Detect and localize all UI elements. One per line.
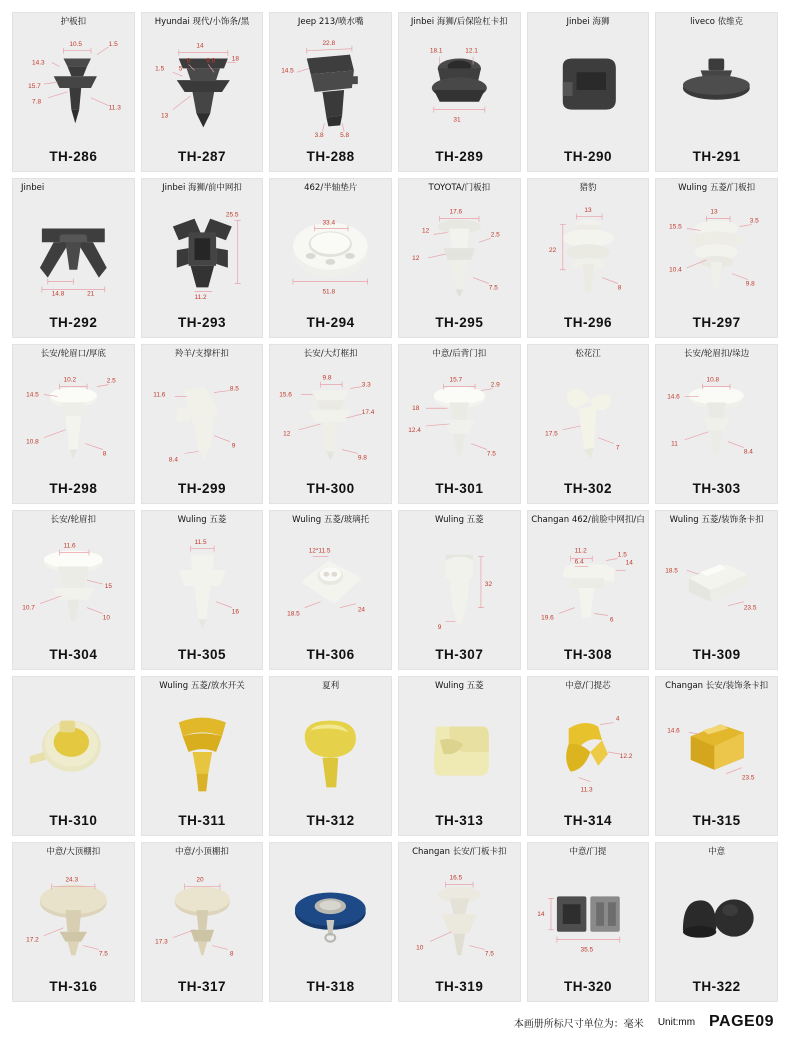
part-title: 长安/轮眉扣 <box>50 515 97 525</box>
svg-text:18.5: 18.5 <box>665 567 679 575</box>
svg-text:12: 12 <box>412 254 420 262</box>
svg-text:1.5: 1.5 <box>108 40 118 48</box>
svg-text:14: 14 <box>625 559 633 567</box>
part-code: TH-303 <box>692 481 741 496</box>
part-cell[interactable] <box>527 676 650 836</box>
part-code: TH-292 <box>49 315 98 330</box>
svg-text:7.8: 7.8 <box>32 98 42 106</box>
part-code: TH-307 <box>435 647 484 662</box>
svg-text:33.4: 33.4 <box>322 219 336 227</box>
svg-text:8: 8 <box>102 450 107 458</box>
svg-text:23.5: 23.5 <box>742 774 755 782</box>
part-cell[interactable] <box>655 842 778 1002</box>
part-cell[interactable] <box>269 510 392 670</box>
part-title: Jinbei <box>21 183 45 193</box>
svg-text:14.6: 14.6 <box>667 727 681 735</box>
svg-text:17.2: 17.2 <box>26 936 39 944</box>
svg-text:18: 18 <box>412 405 420 413</box>
svg-text:14.5: 14.5 <box>281 67 295 75</box>
svg-text:10.8: 10.8 <box>26 438 39 446</box>
part-illustration <box>656 199 777 311</box>
part-code: TH-287 <box>177 149 226 164</box>
svg-text:10.4: 10.4 <box>669 266 683 274</box>
svg-text:2.5: 2.5 <box>106 377 116 385</box>
svg-text:3.5: 3.5 <box>750 217 760 225</box>
page-number: PAGE09 <box>709 1013 774 1030</box>
part-code: TH-296 <box>563 315 612 330</box>
part-title: 中意/小顶棚扣 <box>175 847 229 857</box>
part-code: TH-318 <box>306 979 355 994</box>
svg-text:17.3: 17.3 <box>154 938 168 946</box>
part-illustration <box>13 531 134 643</box>
svg-text:10.2: 10.2 <box>63 376 77 384</box>
part-title: Wuling 五菱 <box>434 681 484 691</box>
part-illustration <box>399 33 520 145</box>
part-code: TH-311 <box>178 813 226 828</box>
part-title: 护板扣 <box>60 17 87 27</box>
svg-text:18: 18 <box>231 55 239 63</box>
part-title: 羚羊/支撑杆扣 <box>175 349 229 359</box>
svg-text:11.2: 11.2 <box>574 547 587 555</box>
part-illustration <box>399 199 520 311</box>
part-title: 长安/大灯框扣 <box>303 349 358 359</box>
svg-text:8.4: 8.4 <box>744 448 754 456</box>
part-code: TH-315 <box>692 813 741 828</box>
svg-text:3.8: 3.8 <box>314 132 324 140</box>
svg-text:31: 31 <box>453 116 461 124</box>
part-cell[interactable] <box>527 12 650 172</box>
part-code: TH-322 <box>692 979 741 994</box>
part-illustration <box>270 531 391 643</box>
part-title: Jeep 213/喷水嘴 <box>297 17 364 27</box>
part-title: 松花江 <box>575 349 601 359</box>
svg-text:4: 4 <box>615 715 620 723</box>
part-title: Hyundai 现代/小饰条/黑 <box>154 17 250 27</box>
svg-text:8: 8 <box>186 57 190 65</box>
part-code: TH-310 <box>49 813 98 828</box>
part-code: TH-316 <box>49 979 98 994</box>
svg-text:2.5: 2.5 <box>490 231 500 239</box>
part-title: 长安/轮眉扣/垛边 <box>684 349 750 359</box>
svg-text:35.5: 35.5 <box>580 946 593 954</box>
svg-text:1.5: 1.5 <box>617 551 627 559</box>
part-illustration <box>399 863 520 975</box>
svg-text:15.6: 15.6 <box>279 391 293 399</box>
part-cell[interactable] <box>141 676 264 836</box>
part-cell[interactable] <box>655 510 778 670</box>
part-cell[interactable] <box>141 178 264 338</box>
svg-text:1.5: 1.5 <box>154 65 164 73</box>
svg-text:20: 20 <box>196 876 204 884</box>
part-code: TH-320 <box>563 979 612 994</box>
svg-text:7.5: 7.5 <box>486 450 496 458</box>
svg-text:16.5: 16.5 <box>449 874 463 882</box>
svg-text:11.3: 11.3 <box>580 786 593 794</box>
part-illustration <box>270 199 391 311</box>
part-cell[interactable] <box>655 178 778 338</box>
part-illustration <box>270 697 391 809</box>
part-code: TH-286 <box>49 149 98 164</box>
unit-note: 本画册所标尺寸单位为：毫米 <box>513 1018 644 1030</box>
svg-text:12: 12 <box>421 227 430 235</box>
svg-text:24: 24 <box>358 606 366 614</box>
part-illustration <box>13 863 134 975</box>
part-illustration <box>656 863 777 975</box>
part-title: Wuling 五菱 <box>177 515 227 525</box>
svg-text:25.5: 25.5 <box>225 211 239 219</box>
part-code: TH-290 <box>563 149 612 164</box>
svg-text:5.8: 5.8 <box>340 132 350 140</box>
svg-text:14.8: 14.8 <box>51 290 65 298</box>
svg-text:19.6: 19.6 <box>540 614 554 622</box>
part-illustration <box>528 33 649 145</box>
svg-text:15.7: 15.7 <box>449 376 463 384</box>
svg-text:12.4: 12.4 <box>408 426 421 434</box>
part-title: Wuling 五菱 <box>434 515 484 525</box>
part-title: Changan 长安/门板卡扣 <box>412 847 507 857</box>
part-cell[interactable] <box>269 676 392 836</box>
part-title: 中意 <box>708 847 726 857</box>
part-title: Wuling 五菱/门板扣 <box>678 183 756 193</box>
svg-text:22.8: 22.8 <box>322 39 336 47</box>
part-illustration <box>656 531 777 643</box>
part-title: Changan 长安/装饰条卡扣 <box>665 681 769 691</box>
part-cell[interactable] <box>269 178 392 338</box>
svg-text:11.2: 11.2 <box>194 294 207 302</box>
part-cell[interactable] <box>12 510 135 670</box>
svg-text:12: 12 <box>283 430 291 438</box>
part-illustration <box>142 863 263 975</box>
part-illustration <box>13 33 134 145</box>
svg-text:9.8: 9.8 <box>358 454 368 462</box>
svg-text:2.9: 2.9 <box>490 381 500 389</box>
svg-text:16: 16 <box>231 608 239 616</box>
part-code: TH-306 <box>306 647 355 662</box>
part-illustration <box>13 697 134 809</box>
part-code: TH-299 <box>177 481 226 496</box>
part-code: TH-319 <box>435 979 484 994</box>
part-cell[interactable] <box>398 510 521 670</box>
svg-text:11: 11 <box>671 440 679 448</box>
part-illustration <box>528 365 649 477</box>
part-title: TOYOTA/门板扣 <box>428 183 491 193</box>
svg-text:13: 13 <box>584 206 592 214</box>
svg-text:51.8: 51.8 <box>322 288 336 296</box>
svg-text:32: 32 <box>484 581 493 589</box>
svg-text:8.4: 8.4 <box>168 456 178 464</box>
part-cell[interactable] <box>655 676 778 836</box>
part-code: TH-312 <box>306 813 355 828</box>
part-illustration <box>142 697 263 809</box>
svg-text:8: 8 <box>229 950 234 958</box>
svg-text:13: 13 <box>710 208 718 216</box>
svg-text:11.5: 11.5 <box>194 538 207 546</box>
svg-text:11.6: 11.6 <box>63 542 76 550</box>
part-cell[interactable] <box>398 344 521 504</box>
part-cell[interactable] <box>269 12 392 172</box>
part-title: 中意/后背门扣 <box>432 349 487 359</box>
part-illustration <box>656 697 777 809</box>
part-cell[interactable] <box>398 676 521 836</box>
svg-text:24.3: 24.3 <box>65 876 79 884</box>
svg-text:8.8: 8.8 <box>205 57 215 65</box>
svg-text:10.8: 10.8 <box>706 376 720 384</box>
svg-text:9.8: 9.8 <box>746 280 756 288</box>
part-title: 猎豹 <box>579 183 597 193</box>
svg-text:6: 6 <box>609 616 614 624</box>
svg-text:14: 14 <box>536 911 545 919</box>
svg-text:7: 7 <box>615 444 620 452</box>
part-title: Jinbei 海狮/后保险杠卡扣 <box>410 17 508 27</box>
part-title: 长安/轮眉口/厚底 <box>40 349 106 359</box>
svg-text:12.1: 12.1 <box>465 47 478 55</box>
part-code: TH-301 <box>435 481 484 496</box>
part-code: TH-298 <box>49 481 98 496</box>
part-title: liveco 依维克 <box>690 17 744 27</box>
part-cell[interactable] <box>141 510 264 670</box>
svg-text:10.5: 10.5 <box>69 40 82 48</box>
part-code: TH-294 <box>306 315 355 330</box>
part-code: TH-300 <box>306 481 355 496</box>
svg-text:9.8: 9.8 <box>322 374 332 382</box>
part-code: TH-288 <box>306 149 355 164</box>
svg-text:22: 22 <box>548 247 556 255</box>
svg-text:11.6: 11.6 <box>152 391 165 399</box>
part-code: TH-314 <box>563 813 612 828</box>
part-illustration <box>399 365 520 477</box>
part-illustration <box>142 199 263 311</box>
part-code: TH-297 <box>692 315 741 330</box>
svg-text:14.6: 14.6 <box>667 393 681 401</box>
svg-text:21: 21 <box>87 290 95 298</box>
part-title: Jinbei 海狮/前中网扣 <box>162 183 242 193</box>
part-title: Jinbei 海狮 <box>566 17 610 27</box>
part-cell[interactable] <box>655 344 778 504</box>
page-footer <box>0 1007 790 1037</box>
part-cell[interactable] <box>269 842 392 1002</box>
svg-text:7.5: 7.5 <box>484 950 494 958</box>
part-code: TH-295 <box>435 315 484 330</box>
parts-grid <box>12 12 778 1002</box>
part-illustration <box>399 697 520 809</box>
svg-text:14: 14 <box>196 42 204 50</box>
part-title: 462/半轴垫片 <box>304 183 358 193</box>
part-illustration <box>270 33 391 145</box>
part-illustration <box>656 33 777 145</box>
part-cell[interactable] <box>398 842 521 1002</box>
part-cell[interactable] <box>655 12 778 172</box>
svg-text:14.3: 14.3 <box>32 59 45 67</box>
part-illustration <box>528 863 649 975</box>
part-illustration <box>528 697 649 809</box>
svg-text:5: 5 <box>178 65 183 73</box>
svg-text:11.3: 11.3 <box>108 104 121 112</box>
part-illustration <box>528 531 649 643</box>
svg-text:6.4: 6.4 <box>574 558 584 566</box>
part-cell[interactable] <box>398 12 521 172</box>
part-cell[interactable] <box>141 842 264 1002</box>
svg-text:9: 9 <box>437 624 442 632</box>
part-code: TH-291 <box>692 149 741 164</box>
part-illustration <box>142 33 263 145</box>
svg-text:8: 8 <box>617 284 622 292</box>
part-cell[interactable] <box>12 676 135 836</box>
part-code: TH-309 <box>692 647 741 662</box>
part-illustration <box>142 531 263 643</box>
part-illustration <box>656 365 777 477</box>
part-title: 中意/门提 <box>569 847 607 857</box>
svg-text:17.6: 17.6 <box>449 208 463 216</box>
part-title: Changan 462/前脸中网扣/白 <box>531 515 645 525</box>
svg-text:23.5: 23.5 <box>744 604 757 612</box>
svg-text:9: 9 <box>231 442 236 450</box>
svg-text:7.5: 7.5 <box>488 284 498 292</box>
part-illustration <box>270 365 391 477</box>
svg-text:12*11.5: 12*11.5 <box>309 547 331 555</box>
part-code: TH-304 <box>49 647 98 662</box>
svg-text:15.5: 15.5 <box>669 223 683 231</box>
svg-text:7.5: 7.5 <box>98 950 108 958</box>
part-cell[interactable] <box>141 344 264 504</box>
svg-text:17.4: 17.4 <box>362 409 375 417</box>
svg-text:15.7: 15.7 <box>28 83 41 91</box>
part-illustration <box>528 199 649 311</box>
svg-text:8.5: 8.5 <box>229 385 239 393</box>
part-cell[interactable] <box>527 842 650 1002</box>
part-title: 中意/门提芯 <box>565 681 611 691</box>
part-illustration <box>142 365 263 477</box>
svg-text:18.5: 18.5 <box>287 610 301 618</box>
part-illustration <box>13 199 134 311</box>
part-code: TH-293 <box>177 315 226 330</box>
part-cell[interactable] <box>12 12 135 172</box>
part-illustration <box>270 863 391 975</box>
part-cell[interactable] <box>12 842 135 1002</box>
part-code: TH-317 <box>177 979 226 994</box>
part-title: Wuling 五菱/放水开关 <box>159 681 245 691</box>
svg-text:18.1: 18.1 <box>429 47 443 55</box>
part-title: Wuling 五菱/装饰条卡扣 <box>669 515 764 525</box>
part-cell[interactable] <box>527 344 650 504</box>
svg-text:14.5: 14.5 <box>26 391 39 399</box>
svg-text:13: 13 <box>160 112 168 120</box>
part-code: TH-302 <box>563 481 612 496</box>
unit-label: Unit:mm <box>657 1016 696 1028</box>
part-code: TH-308 <box>563 647 612 662</box>
part-cell[interactable] <box>527 178 650 338</box>
part-cell[interactable] <box>269 344 392 504</box>
part-cell[interactable] <box>141 12 264 172</box>
part-title: 夏利 <box>322 681 340 691</box>
svg-text:15: 15 <box>104 582 112 590</box>
part-cell[interactable] <box>12 344 135 504</box>
part-code: TH-289 <box>435 149 484 164</box>
svg-text:10: 10 <box>416 944 424 952</box>
part-cell[interactable] <box>398 178 521 338</box>
svg-text:17.5: 17.5 <box>544 430 558 438</box>
svg-text:12.2: 12.2 <box>619 752 633 760</box>
svg-text:10: 10 <box>102 614 111 622</box>
part-title: Wuling 五菱/玻璃托 <box>292 515 370 525</box>
part-cell[interactable] <box>527 510 650 670</box>
part-code: TH-305 <box>177 647 226 662</box>
part-cell[interactable] <box>12 178 135 338</box>
part-illustration <box>13 365 134 477</box>
svg-text:3.3: 3.3 <box>362 381 372 389</box>
svg-text:10.7: 10.7 <box>22 604 35 612</box>
part-code: TH-313 <box>435 813 484 828</box>
part-title: 中意/大顶棚扣 <box>46 847 101 857</box>
part-illustration <box>399 531 520 643</box>
